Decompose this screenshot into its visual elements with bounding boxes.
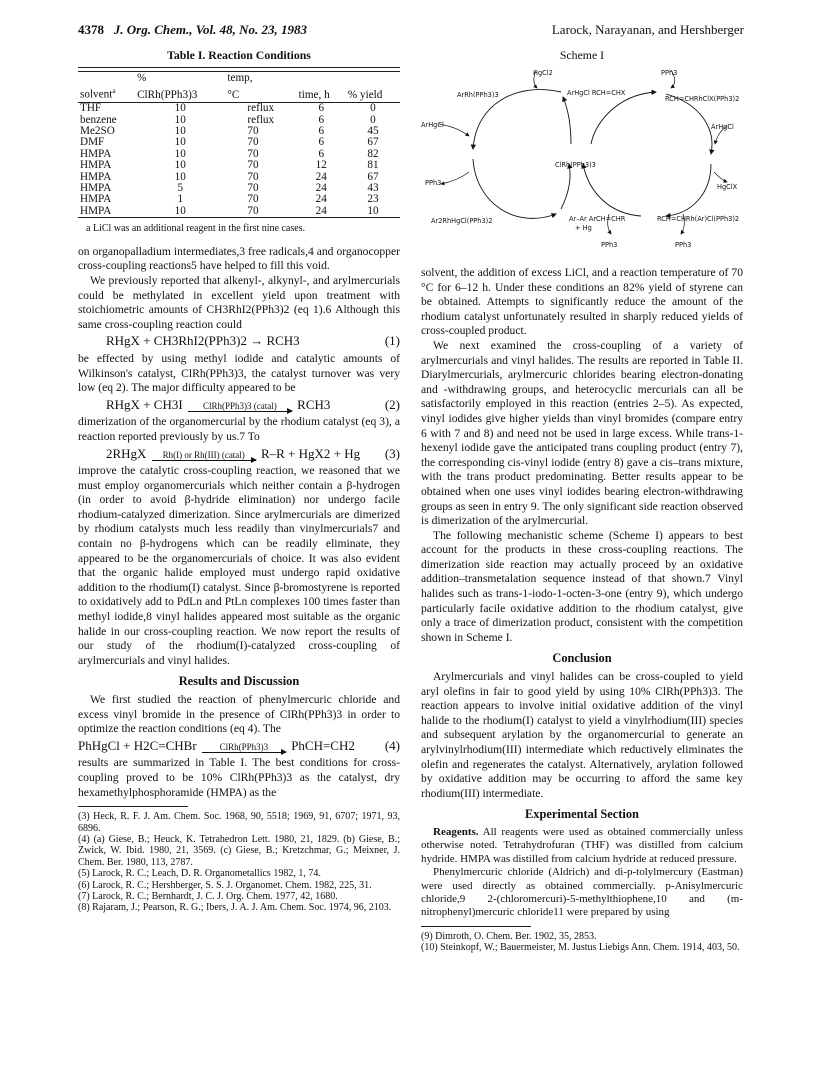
paragraph: The following mechanistic scheme (Scheme I) appears to best account for the products in these cross-coupling reactions. The dimerization side reaction may actually proceed by an oxidative addition–transmetalation sequence instead of that shown.7 Vinyl halides such as trans-1-iodo-1-octen-3-one (entry 9), which undergo particularly facile oxidative addition to the rhodium catalyst, give only a trace of dimerization product, consistent with the competition shown in Scheme I. <box>421 528 743 644</box>
table-cell-temp: 70 <box>247 170 259 183</box>
table-cell-yield: 10 <box>367 204 379 217</box>
page-header <box>78 22 744 38</box>
table-cell-yield: 45 <box>367 124 379 137</box>
table-cell-time: 24 <box>315 204 327 217</box>
scheme-label: HgCl2 <box>533 69 553 77</box>
scheme-label: PPh3 <box>661 69 678 77</box>
equation-number: (4) <box>384 737 400 753</box>
table-cell-temp: 70 <box>247 147 259 160</box>
paragraph: We first studied the reaction of phenylmercuric chloride and excess vinyl bromide in the presence of ClRh(PPh3)3 in order to optimize the reaction conditions (eq 4). The <box>78 693 400 736</box>
cycle-arrow <box>473 159 556 218</box>
table-row <box>78 115 400 126</box>
scheme-label: ArRh(PPh3)3 <box>457 91 499 99</box>
section-heading-conclusion: Conclusion <box>552 651 612 666</box>
table-cell-cat: 5 <box>177 181 184 194</box>
paragraph: We previously reported that alkenyl-, alkynyl-, and arylmercurials could be methylated in excellent yield upon treatment with stoichiometric amounts of CH3RhI2(PPh3)2 (eq 1).6 Although this same cross-coupling reaction could <box>78 273 400 331</box>
reaction-arrow: Rh(I) or Rh(III) (catal) <box>152 451 256 461</box>
table-cell-cat: 10 <box>174 113 186 126</box>
table-cell-cat: 10 <box>174 136 186 149</box>
paragraph: Reagents. All reagents were used as obtained commercially unless otherwise noted. Tetrahydrofuran (THF) was distilled from calcium hydride. HMPA was distilled from calcium hydride at reduced pressure. <box>421 825 743 865</box>
table-cell-cat: 10 <box>174 124 186 137</box>
journal-citation: J. Org. Chem., Vol. 48, No. 23, 1983 <box>113 22 307 37</box>
table-row <box>78 160 400 171</box>
scheme-label: + Hg <box>575 224 592 232</box>
page-number: 4378 <box>78 22 104 37</box>
entry-arrow <box>441 172 469 184</box>
scheme-label: ArHgCl <box>421 121 444 129</box>
running-authors: Larock, Narayanan, and Hershberger <box>551 22 744 37</box>
footnote: (3) Heck, R. F. J. Am. Chem. Soc. 1968, 90, 5518; 1969, 91, 6707; 1971, 93, 6896. <box>78 811 400 834</box>
section-heading-results: Results and Discussion <box>178 674 300 689</box>
col-header-time: time, h <box>298 88 330 101</box>
reaction-conditions-table <box>78 67 400 218</box>
col-header-temp2: °C <box>227 88 240 101</box>
col-header-yield: % yield <box>347 88 383 101</box>
table-cell-temp: 70 <box>247 159 259 172</box>
paragraph: results are summarized in Table I. The best conditions for cross-coupling proved to be 10% ClRh(PPh3)3 as the catalyst, dry hexamethylphosphoramide (HMPA) as the <box>78 756 400 799</box>
equation-number: (2) <box>384 396 400 412</box>
paragraph: We next examined the cross-coupling of a variety of arylmercurials and vinyl halides. The results are reported in Table II. Diarylmercurials, arylmercuric chlorides bearing electron-donating and -withdrawing groups, and heterocyclic mercurials can all be satisfactorily employed in this reaction (entries 2–5). As expected, vinyl iodides give higher yields than vinyl bromides (compare entry 6 with 7 and 8) and need not be used in large excess. While trans-1-hexenyl iodide gave the anticipated trans coupling product (entry 7), the corresponding cis-vinyl iodide (entry 8) gave a cis–trans mixture, with the trans product predominating. Better results appear to be obtained when one uses vinyl iodides bearing electron-withdrawing groups as seen in entry 9. The only significant side reaction observed is dimerization of the arylmercurial. <box>421 338 743 528</box>
paragraph: be effected by using methyl iodide and catalytic amounts of Wilkinson's catalyst, ClRh(PPh3)3, the catalyst turnover was very low (eq 2). The major difficulty appeared to be <box>78 351 400 395</box>
scheme-label: RCH=CHRh(Ar)Cl(PPh3)2 <box>657 215 740 223</box>
col-header-pct: % <box>137 71 147 84</box>
table-cell-yield: 81 <box>367 159 379 172</box>
equation-1 <box>106 334 400 349</box>
table-row <box>78 149 400 160</box>
table-cell-solvent: THF <box>80 102 102 115</box>
equation-text: RHgX + CH3RhI2(PPh3)2 → RCH3 <box>106 333 300 349</box>
table-cell-cat: 10 <box>174 102 186 115</box>
footnote: (6) Larock, R. C.; Hershberger, S. S. J. Organomet. Chem. 1982, 225, 31. <box>78 879 372 891</box>
table-cell-solvent: benzene <box>80 113 117 126</box>
table-row <box>78 103 400 115</box>
table-cell-cat: 10 <box>174 159 186 172</box>
paragraph: solvent, the addition of excess LiCl, and a reaction temperature of 70 °C for 6–12 h. Under these conditions an 82% yield of styrene can be obtained. Attempts to significantly reduce the amount of the rhodium catalyst unfortunately resulted in sharply reduced yields of cross-coupled product. <box>421 266 743 338</box>
scheme-1 <box>421 48 743 266</box>
table-cell-cat: 10 <box>174 170 186 183</box>
col-header-temp1: temp, <box>227 71 253 84</box>
table-cell-time: 6 <box>318 124 325 137</box>
paragraph: improve the catalytic cross-coupling reaction, we reasoned that we must employ organomercurials which neither contain a β-hydrogen (in order to avoid β-hydride elimination) nor undergo facile rhodium-catalyzed dimerization. Since arylmercurials are dimerized by rhodium catalysts much less readily than vinylmercurials7 and contain no β-hydrogens which can be readily eliminate, they appeared to be the organomercurials of choice. It was also evident that the organic halide employed must undergo rapid oxidative addition to the rhodium(I) catalyst. Since β-bromostyrene is reported to oxidatively add to PdLn and PtLn complexes 100 times faster than methyl iodide,8 vinyl halides appeared most suitable as the organic halide in our cross-coupling reaction. We now report the results of our study of the rhodium(I)-catalyzed cross-coupling of arylmercurials and vinyl halides. <box>78 464 400 667</box>
footnote: (8) Rajaram, J.; Pearson, R. G.; Ibers, J. A. J. Am. Chem. Soc. 1974, 96, 2103. <box>78 902 392 914</box>
table-cell-solvent: HMPA <box>80 147 112 160</box>
table-cell-yield: 43 <box>367 181 379 194</box>
col-header-solvent: solvent$^a$ <box>80 87 116 101</box>
table-cell-cat: 10 <box>174 147 186 160</box>
equation-2: RHgX + CH3I ClRh(PPh3)3 (catal) RCH3 (2) <box>106 396 400 412</box>
scheme-label: ArHgCl <box>711 123 734 131</box>
table-cell-yield: 23 <box>367 193 379 206</box>
paragraph: on organopalladium intermediates,3 free radicals,4 and organocopper cross-coupling reactions5 have helped to fill this void. <box>78 244 400 273</box>
footnote: (9) Dimroth, O. Chem. Ber. 1902, 35, 2853. <box>421 930 597 942</box>
table-cell-solvent: HMPA <box>80 204 112 217</box>
table-row <box>78 126 400 137</box>
table-cell-time: 6 <box>318 113 325 126</box>
scheme-label: PPh3 <box>425 179 442 187</box>
table-cell-temp: 70 <box>247 193 259 206</box>
table-cell-solvent: Me2SO <box>80 124 115 137</box>
table-row <box>78 206 400 217</box>
table-cell-temp: reflux <box>247 102 275 115</box>
table-cell-temp: reflux <box>247 113 275 126</box>
scheme-label: Ar–Ar ArCH=CHR <box>569 215 626 223</box>
table-cell-temp: 70 <box>247 136 259 149</box>
table-row <box>78 137 400 148</box>
footnote: (10) Steinkopf, W.; Bauermeister, M. Justus Liebigs Ann. Chem. 1914, 403, 50. <box>421 942 740 954</box>
table-cell-temp: 70 <box>247 124 259 137</box>
equation-3: 2RHgX Rh(I) or Rh(III) (catal) R–R + HgX2 + Hg (3) <box>106 445 400 461</box>
paragraph: Phenylmercuric chloride (Aldrich) and di-p-tolylmercury (Eastman) were used directly as obtained commercially. p-Anisylmercuric chloride,9 2-(chloromercuri)-5-methylthiophene,10 and (m-nitrophenyl)mercuric chloride11 were prepared by using <box>421 866 743 919</box>
equation-number: (3) <box>384 445 400 461</box>
table-cell-yield: 67 <box>367 170 379 183</box>
table-cell-cat: 10 <box>174 204 186 217</box>
table-cell-solvent: HMPA <box>80 181 112 194</box>
footnote: (4) (a) Giese, B.; Heuck, K. Tetrahedron Lett. 1980, 21, 1829. (b) Giese, B.; Zwick, W. Ibid. 1980, 21, 3569. (c) Giese, B.; Kretzchmar, G.; Meixner, J. Chem. Ber. 1980, 113, 2787. <box>78 833 400 868</box>
equation-number: (1) <box>384 333 400 349</box>
section-heading-experimental: Experimental Section <box>525 807 639 822</box>
table-cell-solvent: HMPA <box>80 193 112 206</box>
table-cell-solvent: HMPA <box>80 159 112 172</box>
table-cell-time: 24 <box>315 193 327 206</box>
left-column <box>78 48 400 914</box>
table-cell-yield: 0 <box>370 113 376 126</box>
reaction-arrow: ClRh(PPh3)3 (catal) <box>188 402 292 412</box>
table-cell-yield: 82 <box>367 147 379 160</box>
scheme-label: PPh3 <box>675 241 692 249</box>
cycle-arrow <box>666 164 711 216</box>
scheme-title: Scheme I <box>559 48 605 62</box>
table-cell-solvent: DMF <box>80 136 105 149</box>
scheme-label: ArHgCl RCH=CHX <box>567 89 626 97</box>
table-cell-temp: 70 <box>247 181 259 194</box>
table-row <box>78 183 400 194</box>
table-cell-time: 24 <box>315 181 327 194</box>
cycle-arrow <box>563 97 571 144</box>
paragraph: dimerization of the organomercurial by the rhodium catalyst (eq 3), a reaction reported previously by us.7 To <box>78 415 400 443</box>
table-cell-solvent: HMPA <box>80 170 112 183</box>
table-cell-yield: 67 <box>367 136 379 149</box>
scheme-label: Ar2RhHgCl(PPh3)2 <box>431 217 493 225</box>
table-row <box>78 172 400 183</box>
scheme-label: ClRh(PPh3)3 <box>555 161 596 169</box>
table-cell-time: 6 <box>318 136 325 149</box>
table-body <box>78 103 400 218</box>
table-cell-time: 6 <box>318 147 325 160</box>
footnote: (5) Larock, R. C.; Leach, D. R. Organometallics 1982, 1, 74. <box>78 868 321 880</box>
table-cell-time: 6 <box>318 102 325 115</box>
table-cell-cat: 1 <box>177 193 184 206</box>
table-cell-yield: 0 <box>370 102 376 115</box>
col-header-catalyst: ClRh(PPh3)3 <box>137 88 198 101</box>
footnote: (7) Larock, R. C.; Bernhardt, J. C. J. Org. Chem. 1977, 42, 1680. <box>78 891 338 903</box>
table-cell-temp: 70 <box>247 204 259 217</box>
equation-4: PhHgCl + H2C=CHBr ClRh(PPh3)3 PhCH=CH2 (4) <box>78 737 400 753</box>
table-footnote: a LiCl was an additional reagent in the first nine cases. <box>86 223 306 235</box>
scheme-label: RCH=CHRhClX(PPh3)2 <box>665 95 740 103</box>
right-column <box>421 48 743 954</box>
scheme-label: PPh3 <box>601 241 618 249</box>
table-cell-time: 12 <box>315 159 327 172</box>
reaction-arrow: ClRh(PPh3)3 <box>202 743 286 753</box>
table-cell-time: 24 <box>315 170 327 183</box>
paragraph: Arylmercurials and vinyl halides can be cross-coupled to yield aryl olefins in fair to good yield by using 10% ClRh(PPh3)3. The reaction appears to involve initial oxidative addition of the vinyl halide to the rhodium(I) catalyst to yield a vinylrhodium(III) species and subsequent arylation by the organomercurial to generate an arylvinylrhodium(III) intermediate which reductively eliminates the olefin and regenerates the catalyst. Alternatively, arylation followed by oxidative addition may be occurring to afford the same key rhodium(III) intermediate. <box>421 670 743 800</box>
table-row <box>78 194 400 205</box>
table-caption: Table I. Reaction Conditions <box>167 48 311 62</box>
scheme-label: HgClX <box>717 183 738 191</box>
